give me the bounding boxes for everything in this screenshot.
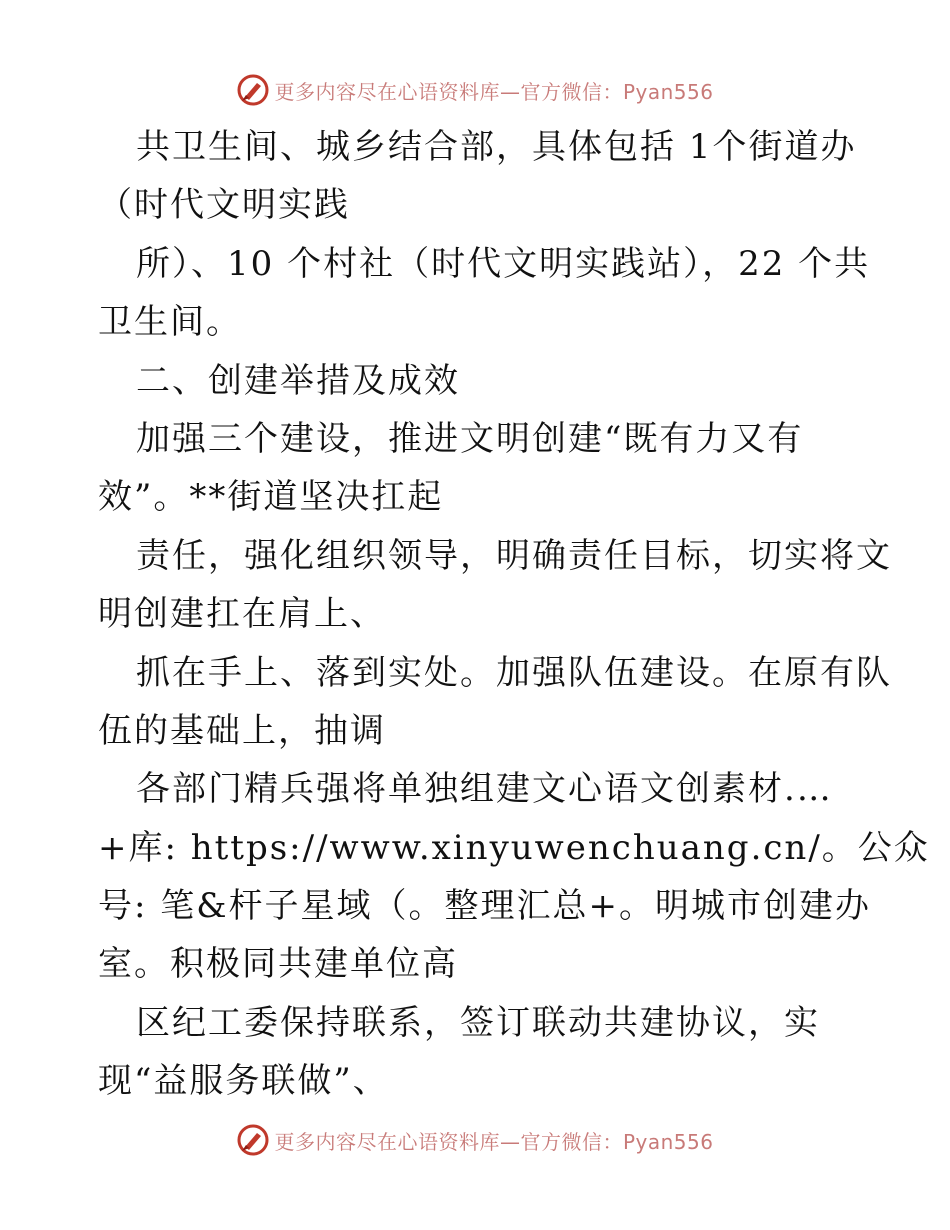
paragraph-line: 号: 笔&杆子星域（。整理汇总+。明城市创建办 [98, 886, 872, 927]
paragraph-line: 明创建扛在肩上、 [98, 594, 386, 635]
paragraph-line: 所）、10 个村社（时代文明实践站），22 个共 [136, 243, 871, 284]
paragraph-line: 加强三个建设，推进文明创建“既有力又有 [136, 418, 804, 459]
pen-logo-icon [236, 1123, 270, 1157]
watermark-text: 更多内容尽在心语资料库—官方微信：Pyan556 [274, 79, 714, 104]
watermark-text: 更多内容尽在心语资料库—官方微信：Pyan556 [274, 1129, 714, 1154]
paragraph-line: 共卫生间、城乡结合部，具体包括 1个街道办 [136, 127, 857, 167]
paragraph-line: 伍的基础上，抽调 [98, 710, 386, 751]
paragraph-line: 区纪工委保持联系，签订联动共建协议，实 [136, 1002, 820, 1043]
paragraph-line: 卫生间。 [98, 302, 242, 343]
paragraph-line: 责任，强化组织领导，明确责任目标，切实将文 [136, 535, 892, 576]
pen-logo-icon [236, 73, 270, 107]
paragraph-line: +库: https://www.xinyuwenchuang.cn/。公众 [98, 827, 930, 868]
paragraph-line: 室。积极同共建单位高 [98, 944, 458, 985]
paragraph-line: 各部门精兵强将单独组建文心语文创素材.… [136, 769, 833, 810]
paragraph-line: （时代文明实践 [98, 185, 350, 226]
footer-watermark [0, 1120, 950, 1160]
header-watermark [0, 70, 950, 110]
paragraph-line: 效”。**街道坚决扛起 [98, 477, 444, 518]
section-heading: 二、创建举措及成效 [136, 360, 460, 401]
document-body [98, 118, 930, 1111]
paragraph-line: 现“益服务联做”、 [98, 1061, 389, 1102]
paragraph-line: 抓在手上、落到实处。加强队伍建设。在原有队 [136, 652, 892, 693]
